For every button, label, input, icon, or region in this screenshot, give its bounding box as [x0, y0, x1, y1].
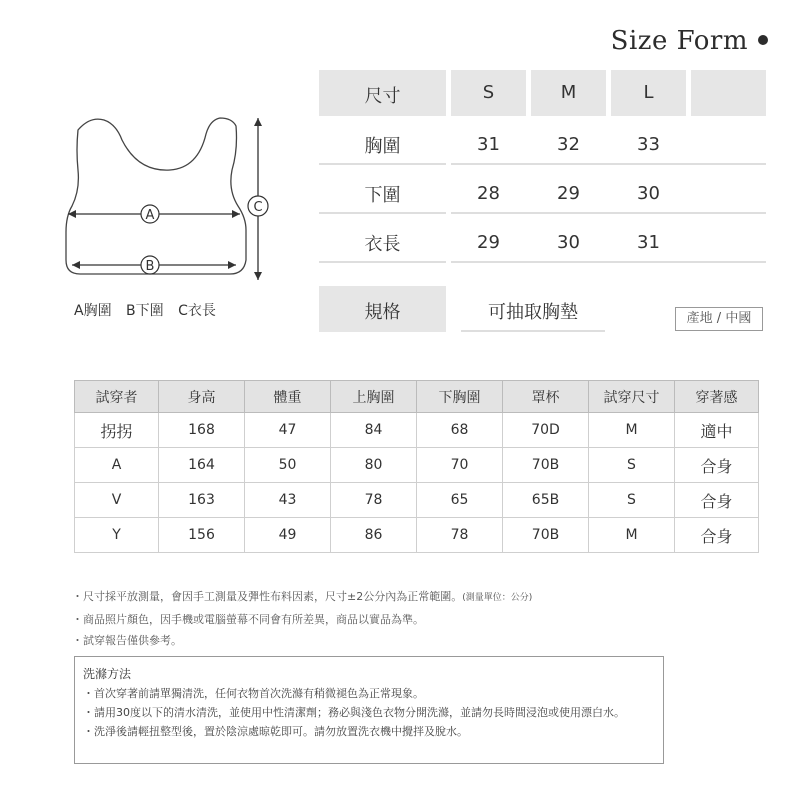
- row-divider: [451, 261, 766, 263]
- fit-header-row: [75, 381, 759, 413]
- fit-cell: 156: [159, 518, 245, 553]
- legend-a: A胸圍: [74, 303, 112, 319]
- note-unit: (測量單位：公分): [462, 593, 533, 603]
- fit-header-weight: 體重: [245, 381, 331, 413]
- cell-chest-m: 32: [557, 134, 580, 155]
- fit-cell: 78: [417, 518, 503, 553]
- spec-value: 可抽取胸墊: [488, 302, 578, 323]
- fit-cell: 68: [417, 413, 503, 448]
- fit-header-size: 試穿尺寸: [589, 381, 675, 413]
- fit-cell: 164: [159, 448, 245, 483]
- fit-report-table: [74, 380, 759, 553]
- table-row: [75, 518, 759, 553]
- fit-cell: 拐拐: [75, 413, 159, 448]
- fit-cell: 86: [331, 518, 417, 553]
- row-label-chest: 胸圍: [364, 136, 401, 157]
- cell-underbust-l: 30: [637, 183, 660, 204]
- wash-item: ・首次穿著前請單獨清洗，任何衣物首次洗滌有稍微褪色為正常現象。: [83, 687, 424, 700]
- marker-a: A: [145, 208, 155, 223]
- title-text: Size Form: [610, 26, 748, 56]
- fit-cell: 70D: [503, 413, 589, 448]
- fit-header-cup: 罩杯: [503, 381, 589, 413]
- fit-cell: Y: [75, 518, 159, 553]
- table-row: [75, 448, 759, 483]
- fit-cell: S: [589, 483, 675, 518]
- fit-cell: 適中: [675, 413, 759, 448]
- row-divider: [451, 163, 766, 165]
- fit-cell: 70B: [503, 518, 589, 553]
- cell-underbust-s: 28: [477, 183, 500, 204]
- fit-cell: 47: [245, 413, 331, 448]
- origin-tag: 產地 / 中國: [675, 307, 763, 331]
- fit-cell: 50: [245, 448, 331, 483]
- wash-title: 洗滌方法: [83, 667, 132, 681]
- fit-cell: 65: [417, 483, 503, 518]
- fit-cell: 78: [331, 483, 417, 518]
- bullet-dot: [758, 35, 768, 45]
- fit-cell: 70B: [503, 448, 589, 483]
- wash-item: ・請用30度以下的清水清洗，並使用中性清潔劑；務必與淺色衣物分開洗滌，並請勿長時間浸泡或使用漂白水。: [83, 706, 625, 719]
- fit-cell: 合身: [675, 448, 759, 483]
- cell-chest-l: 33: [637, 134, 660, 155]
- notes: [72, 586, 532, 651]
- row-label-length: 衣長: [364, 234, 401, 255]
- size-header-m: M: [560, 82, 577, 103]
- fit-cell: 84: [331, 413, 417, 448]
- garment-diagram: [60, 110, 275, 295]
- fit-cell: 合身: [675, 483, 759, 518]
- table-row: [75, 483, 759, 518]
- fit-cell: 70: [417, 448, 503, 483]
- marker-b: B: [145, 259, 155, 274]
- note-line: ・商品照片顏色，因手機或電腦螢幕不同會有所差異，商品以實品為準。: [72, 613, 424, 626]
- fit-cell: 合身: [675, 518, 759, 553]
- note-text: ・尺寸採平放測量，會因手工測量及彈性布料因素，尺寸±2公分內為正常範圍。: [72, 590, 463, 603]
- fit-cell: M: [589, 518, 675, 553]
- legend-c: C衣長: [178, 303, 216, 319]
- fit-header-feel: 穿著感: [675, 381, 759, 413]
- page-title: [611, 26, 768, 56]
- fit-cell: A: [75, 448, 159, 483]
- row-divider: [451, 212, 766, 214]
- row-divider: [319, 261, 446, 263]
- cell-underbust-m: 29: [557, 183, 580, 204]
- note-line: ・試穿報告僅供參考。: [72, 634, 182, 647]
- garment-outline: [66, 118, 246, 274]
- table-row: [75, 413, 759, 448]
- fit-cell: 49: [245, 518, 331, 553]
- size-header-bg-empty: [691, 70, 766, 116]
- fit-header-bust: 上胸圍: [331, 381, 417, 413]
- measurement-legend: [74, 300, 226, 320]
- row-divider: [319, 163, 446, 165]
- row-divider: [319, 212, 446, 214]
- marker-c: C: [253, 200, 263, 215]
- fit-cell: S: [589, 448, 675, 483]
- fit-cell: 163: [159, 483, 245, 518]
- fit-cell: 43: [245, 483, 331, 518]
- wash-instructions-box: [74, 656, 664, 764]
- cell-chest-s: 31: [477, 134, 500, 155]
- fit-cell: 65B: [503, 483, 589, 518]
- legend-b: B下圍: [126, 303, 164, 319]
- fit-header-tester: 試穿者: [75, 381, 159, 413]
- fit-cell: 168: [159, 413, 245, 448]
- cell-length-l: 31: [637, 232, 660, 253]
- fit-header-underbust: 下胸圍: [417, 381, 503, 413]
- size-header-label: 尺寸: [364, 86, 401, 107]
- fit-cell: V: [75, 483, 159, 518]
- spec-label: 規格: [364, 302, 401, 323]
- spec-divider: [461, 330, 605, 332]
- size-header-l: L: [643, 82, 654, 103]
- fit-cell: 80: [331, 448, 417, 483]
- size-header-s: S: [482, 82, 495, 103]
- cell-length-s: 29: [477, 232, 500, 253]
- note-line: [72, 586, 532, 609]
- fit-header-height: 身高: [159, 381, 245, 413]
- wash-item: ・洗淨後請輕扭整型後，置於陰涼處晾乾即可。請勿放置洗衣機中攪拌及脫水。: [83, 725, 468, 738]
- fit-cell: M: [589, 413, 675, 448]
- row-label-underbust: 下圍: [364, 185, 401, 206]
- cell-length-m: 30: [557, 232, 580, 253]
